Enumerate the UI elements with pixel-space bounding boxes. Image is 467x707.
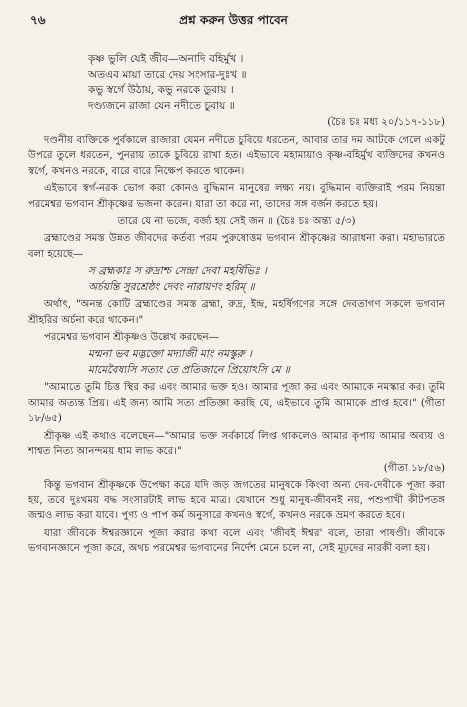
paragraph: "আমাতে তুমি চিত্ত স্থির কর এবং আমার ভক্ত হও। আমার পূজা কর এবং আমাকে নমস্কার কর। তুমি আমার অত্যন্ত প্রিয়। এই জন্য আমি সত্য প্রতিজ্ঞা করছি যে, এইভাবে তুমি আমাকে প্রাপ্ত হবে।" (গীতা ১৮/৬৫) bbox=[28, 382, 445, 425]
verse-line: দণ্ড্যজনে রাজা যেন নদীতে চুবায় ॥ bbox=[88, 99, 235, 112]
sanskrit-line: স ব্রহ্মকাঃ স রুদ্রাশ্চ সেন্দ্রা দেবা মহর্ষিভিঃ । bbox=[88, 265, 267, 278]
paragraph: এইভাবে স্বর্গ-নরক ভোগ করা কোনও বুদ্ধিমান মানুষের লক্ষ্য নয়। বুদ্ধিমান ব্যক্তিরাই পরম নিয়ন্তা পরমেশ্বর ভগবান শ্রীকৃষ্ণের ভজনা করেন। যারা তা করে না, তাদের সঙ্গ বর্জন করতে হয়। bbox=[28, 183, 445, 210]
verse-line: কভু স্বর্গে উঠায়, কভু নরকে ডুবায় । bbox=[88, 84, 234, 96]
page-header bbox=[30, 12, 437, 32]
paragraph: শ্রীকৃষ্ণ এই কথাও বলেছেন—"আমার ভক্ত সর্বকার্যে লিপ্ত থাকলেও আমার কৃপায় আমার অব্যয় ও শাশ্বত নিত্য আনন্দময় ধাম লাভ করে।" bbox=[28, 430, 445, 458]
verse-line: কৃষ্ণ ভুলি যেই জীব—অনাদি বহির্মুখ । bbox=[88, 53, 244, 65]
sanskrit-verse bbox=[28, 264, 445, 295]
page-number: ৭৬ bbox=[30, 13, 46, 27]
paragraph: কিন্তু ভগবান শ্রীকৃষ্ণকে উপেক্ষা করে যদি জড় জগতের মানুষকে কিংবা অন্য দেব-দেবীকে পূজা করা হয়, তবে দুঃখময় বদ্ধ সংসারটাই লাভ হবে মাত্র। যেখানে শুধু মানুষ-জীবনই নয়, পশুপাখী কীটপতঙ্গ জন্মও লাভ করা যাবে। পুণ্য ও পাপ কর্ম অনুসারে কখনও স্বর্গে, কখনও নরকে ভ্রমণ করতে হবে। bbox=[28, 479, 445, 522]
paragraph: অর্থাৎ, "অনন্ত কোটি ব্রহ্মাণ্ডের সমস্ত ব্রহ্মা, রুদ্র, ইন্দ্র, মহর্ষিগণের সঙ্গে দেবতাগণ সকলে ভগবান শ্রীহরির অর্চনা করে থাকেন।" bbox=[28, 299, 445, 326]
quote-line bbox=[28, 214, 445, 229]
sanskrit-line: অর্চয়ন্তি সুরশ্রেষ্ঠং দেবং নারায়ণং হরিম্ ॥ bbox=[88, 280, 255, 293]
paragraph: দণ্ডনীয় ব্যক্তিকে পুর্বকালে রাজারা যেমন নদীতে চুবিয়ে ধরতেন, আবার তার দম আটকে গেলে একটু উপরে তুলে ধরতেন, পুনরায় তাকে চুবিয়ে রাখা হত। এইভাবে মহামায়াও কৃষ্ণ-বহির্মুখ ব্যক্তিদের কখনও স্বর্গে, কখনও নরকে, বারে বারে নিক্ষেপ করতে থাকেন। bbox=[28, 135, 446, 177]
verse-block bbox=[28, 52, 445, 114]
paragraph: যারা জীবকে ঈশ্বরজ্ঞানে পূজা করার কথা বলে এবং 'জীবই ঈশ্বর' বলে, তারা পাষণ্ডী। জীবকে ভগবানজ্ঞানে পূজা করে, অথচ পরমেশ্বর ভগবানের নির্দেশ মেনে চলে না, সেই মূঢ়দের নারকী বলা হয়। bbox=[28, 527, 445, 555]
paragraph: পরমেশ্বর ভগবান শ্রীকৃষ্ণও উল্লেখ করছেন— bbox=[44, 332, 219, 344]
sanskrit-verse bbox=[28, 347, 445, 378]
running-title: প্রশ্ন করুন উত্তর পাবেন bbox=[179, 13, 288, 27]
page-body bbox=[28, 52, 445, 559]
verse-line: অতএব মায়া তারে দেয় সংসার-দুঃখ ॥ bbox=[88, 68, 247, 81]
quote-text: তারে যে না ভজে, বর্জ্য হয় সেই জন ॥ bbox=[117, 216, 274, 228]
paragraph: ব্রহ্মাণ্ডের সমস্ত উন্নত জীবদের কর্তব্য পরম পুরুষোত্তম ভগবান শ্রীকৃষ্ণের আরাধনা করা। মহাভারতে বলা হয়েছে— bbox=[28, 233, 445, 260]
paragraph-citation: (গীতা ১৮/৫৬) bbox=[383, 462, 445, 474]
sanskrit-line: মন্মনা ভব মদ্ভক্তো মদ্যাজী মাং নমস্কুরু । bbox=[88, 348, 252, 361]
verse-citation: (চৈঃ চঃ মধ্য ২০/১১৭-১১৮) bbox=[327, 117, 445, 128]
quote-citation: (চৈঃ চঃ অন্ত্য ৫/৩) bbox=[276, 216, 356, 228]
sanskrit-line: মামেবৈষ্যসি সত্যং তে প্রতিজানে প্রিয়োঽসি মে ॥ bbox=[88, 363, 290, 376]
